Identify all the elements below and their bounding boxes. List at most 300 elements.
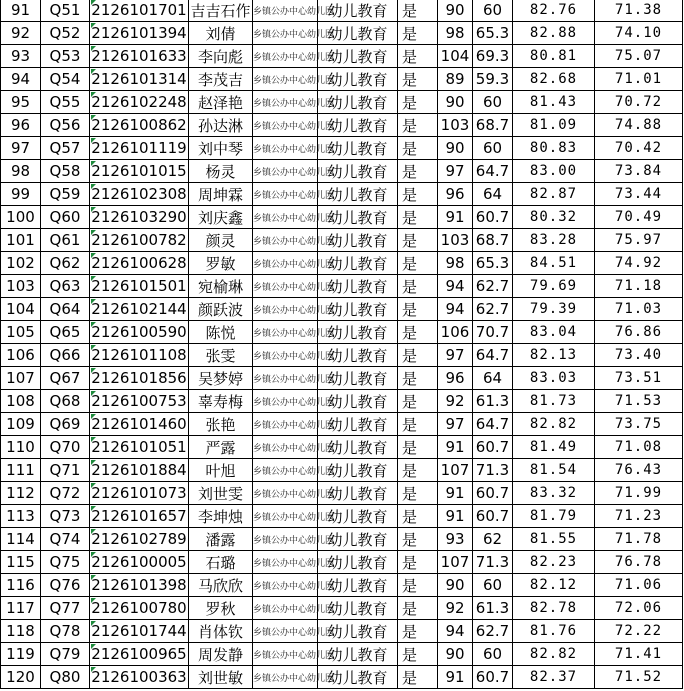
row-number-cell: 105 [1, 321, 41, 344]
written-score-converted-cell: 62.7 [473, 620, 513, 643]
written-score-converted-cell: 60 [473, 91, 513, 114]
total-score-cell: 74.88 [595, 114, 683, 137]
written-score-raw-cell: 98 [438, 252, 473, 275]
flag-cell: 是 [398, 91, 438, 114]
row-number-cell: 96 [1, 114, 41, 137]
candidate-id-cell: 2126101460 [90, 413, 189, 436]
position-code-cell: Q76 [41, 574, 90, 597]
interview-score-cell: 81.76 [513, 620, 595, 643]
unit-name-cell: 乡镇公办中心幼儿园 [253, 114, 318, 137]
flag-cell: 是 [398, 620, 438, 643]
table-row [1, 597, 683, 620]
written-score-converted-cell: 60 [473, 137, 513, 160]
written-score-raw-cell: 104 [438, 45, 473, 68]
written-score-converted-cell: 64.7 [473, 344, 513, 367]
row-number-cell: 93 [1, 45, 41, 68]
subject-cell: 幼儿教育 [318, 459, 398, 482]
written-score-raw-cell: 91 [438, 482, 473, 505]
row-number-cell: 115 [1, 551, 41, 574]
row-number-cell: 94 [1, 68, 41, 91]
candidate-name-cell: 颜灵 [189, 229, 253, 252]
position-code-cell: Q75 [41, 551, 90, 574]
flag-cell: 是 [398, 505, 438, 528]
written-score-raw-cell: 90 [438, 137, 473, 160]
unit-name-cell: 乡镇公办中心幼儿园 [253, 390, 318, 413]
candidate-id-cell: 2126101314 [90, 68, 189, 91]
candidate-name-cell: 李茂吉 [189, 68, 253, 91]
interview-score-cell: 81.73 [513, 390, 595, 413]
score-table-body [1, 0, 683, 689]
table-row [1, 229, 683, 252]
interview-score-cell: 79.39 [513, 298, 595, 321]
unit-name-cell: 乡镇公办中心幼儿园 [253, 459, 318, 482]
written-score-converted-cell: 68.7 [473, 114, 513, 137]
interview-score-cell: 82.82 [513, 413, 595, 436]
written-score-raw-cell: 92 [438, 390, 473, 413]
written-score-raw-cell: 91 [438, 206, 473, 229]
row-number-cell: 104 [1, 298, 41, 321]
candidate-name-cell: 肖体钦 [189, 620, 253, 643]
table-row [1, 137, 683, 160]
row-number-cell: 95 [1, 91, 41, 114]
position-code-cell: Q74 [41, 528, 90, 551]
candidate-id-cell: 2126100363 [90, 666, 189, 689]
written-score-raw-cell: 97 [438, 413, 473, 436]
unit-name-cell: 乡镇公办中心幼儿园 [253, 436, 318, 459]
written-score-raw-cell: 93 [438, 528, 473, 551]
written-score-raw-cell: 106 [438, 321, 473, 344]
total-score-cell: 75.07 [595, 45, 683, 68]
written-score-converted-cell: 70.7 [473, 321, 513, 344]
candidate-id-cell: 2126100780 [90, 597, 189, 620]
subject-cell: 幼儿教育 [318, 160, 398, 183]
flag-cell: 是 [398, 183, 438, 206]
written-score-converted-cell: 71.3 [473, 459, 513, 482]
position-code-cell: Q53 [41, 45, 90, 68]
written-score-converted-cell: 60.7 [473, 666, 513, 689]
flag-cell: 是 [398, 298, 438, 321]
interview-score-cell: 81.43 [513, 91, 595, 114]
candidate-name-cell: 周坤霖 [189, 183, 253, 206]
written-score-raw-cell: 89 [438, 68, 473, 91]
written-score-raw-cell: 90 [438, 643, 473, 666]
unit-name-cell: 乡镇公办中心幼儿园 [253, 160, 318, 183]
unit-name-cell: 乡镇公办中心幼儿园 [253, 137, 318, 160]
position-code-cell: Q72 [41, 482, 90, 505]
total-score-cell: 70.42 [595, 137, 683, 160]
unit-name-cell: 乡镇公办中心幼儿园 [253, 344, 318, 367]
candidate-name-cell: 陈悦 [189, 321, 253, 344]
table-row [1, 321, 683, 344]
row-number-cell: 99 [1, 183, 41, 206]
position-code-cell: Q61 [41, 229, 90, 252]
total-score-cell: 71.18 [595, 275, 683, 298]
candidate-name-cell: 刘庆鑫 [189, 206, 253, 229]
total-score-cell: 71.53 [595, 390, 683, 413]
position-code-cell: Q55 [41, 91, 90, 114]
written-score-converted-cell: 60 [473, 574, 513, 597]
row-number-cell: 112 [1, 482, 41, 505]
position-code-cell: Q80 [41, 666, 90, 689]
flag-cell: 是 [398, 551, 438, 574]
subject-cell: 幼儿教育 [318, 344, 398, 367]
candidate-id-cell: 2126100005 [90, 551, 189, 574]
table-row [1, 68, 683, 91]
interview-score-cell: 83.32 [513, 482, 595, 505]
total-score-cell: 71.06 [595, 574, 683, 597]
total-score-cell: 74.10 [595, 22, 683, 45]
total-score-cell: 71.03 [595, 298, 683, 321]
candidate-id-cell: 2126102789 [90, 528, 189, 551]
unit-name-cell: 乡镇公办中心幼儿园 [253, 91, 318, 114]
candidate-name-cell: 张艳 [189, 413, 253, 436]
flag-cell: 是 [398, 528, 438, 551]
table-row [1, 390, 683, 413]
written-score-converted-cell: 64.7 [473, 160, 513, 183]
position-code-cell: Q51 [41, 0, 90, 22]
flag-cell: 是 [398, 574, 438, 597]
written-score-converted-cell: 59.3 [473, 68, 513, 91]
subject-cell: 幼儿教育 [318, 505, 398, 528]
total-score-cell: 76.78 [595, 551, 683, 574]
unit-name-cell: 乡镇公办中心幼儿园 [253, 620, 318, 643]
total-score-cell: 71.99 [595, 482, 683, 505]
candidate-id-cell: 2126102144 [90, 298, 189, 321]
flag-cell: 是 [398, 0, 438, 22]
flag-cell: 是 [398, 459, 438, 482]
candidate-id-cell: 2126102248 [90, 91, 189, 114]
table-row [1, 666, 683, 689]
row-number-cell: 110 [1, 436, 41, 459]
row-number-cell: 108 [1, 390, 41, 413]
candidate-id-cell: 2126101073 [90, 482, 189, 505]
flag-cell: 是 [398, 390, 438, 413]
table-row [1, 436, 683, 459]
unit-name-cell: 乡镇公办中心幼儿园 [253, 528, 318, 551]
total-score-cell: 70.72 [595, 91, 683, 114]
subject-cell: 幼儿教育 [318, 551, 398, 574]
written-score-raw-cell: 94 [438, 275, 473, 298]
subject-cell: 幼儿教育 [318, 183, 398, 206]
subject-cell: 幼儿教育 [318, 620, 398, 643]
subject-cell: 幼儿教育 [318, 298, 398, 321]
subject-cell: 幼儿教育 [318, 574, 398, 597]
candidate-id-cell: 2126101119 [90, 137, 189, 160]
written-score-raw-cell: 91 [438, 505, 473, 528]
row-number-cell: 100 [1, 206, 41, 229]
total-score-cell: 70.49 [595, 206, 683, 229]
flag-cell: 是 [398, 482, 438, 505]
candidate-id-cell: 2126103290 [90, 206, 189, 229]
position-code-cell: Q71 [41, 459, 90, 482]
candidate-name-cell: 张雯 [189, 344, 253, 367]
flag-cell: 是 [398, 413, 438, 436]
row-number-cell: 111 [1, 459, 41, 482]
flag-cell: 是 [398, 160, 438, 183]
table-row [1, 459, 683, 482]
table-row [1, 91, 683, 114]
table-row [1, 344, 683, 367]
written-score-converted-cell: 64 [473, 183, 513, 206]
position-code-cell: Q69 [41, 413, 90, 436]
written-score-converted-cell: 68.7 [473, 229, 513, 252]
written-score-converted-cell: 62 [473, 528, 513, 551]
interview-score-cell: 83.00 [513, 160, 595, 183]
row-number-cell: 118 [1, 620, 41, 643]
row-number-cell: 106 [1, 344, 41, 367]
subject-cell: 幼儿教育 [318, 22, 398, 45]
interview-score-cell: 83.28 [513, 229, 595, 252]
flag-cell: 是 [398, 344, 438, 367]
written-score-raw-cell: 94 [438, 298, 473, 321]
unit-name-cell: 乡镇公办中心幼儿园 [253, 0, 318, 22]
position-code-cell: Q59 [41, 183, 90, 206]
candidate-id-cell: 2126100590 [90, 321, 189, 344]
interview-score-cell: 82.68 [513, 68, 595, 91]
written-score-converted-cell: 60 [473, 0, 513, 22]
flag-cell: 是 [398, 666, 438, 689]
row-number-cell: 98 [1, 160, 41, 183]
flag-cell: 是 [398, 45, 438, 68]
position-code-cell: Q56 [41, 114, 90, 137]
candidate-name-cell: 罗敏 [189, 252, 253, 275]
interview-score-cell: 82.88 [513, 22, 595, 45]
table-row [1, 206, 683, 229]
unit-name-cell: 乡镇公办中心幼儿园 [253, 275, 318, 298]
total-score-cell: 73.75 [595, 413, 683, 436]
table-row [1, 574, 683, 597]
subject-cell: 幼儿教育 [318, 321, 398, 344]
written-score-raw-cell: 92 [438, 597, 473, 620]
written-score-converted-cell: 60 [473, 643, 513, 666]
interview-score-cell: 82.87 [513, 183, 595, 206]
written-score-raw-cell: 103 [438, 114, 473, 137]
written-score-raw-cell: 96 [438, 183, 473, 206]
unit-name-cell: 乡镇公办中心幼儿园 [253, 666, 318, 689]
written-score-raw-cell: 96 [438, 367, 473, 390]
written-score-raw-cell: 90 [438, 574, 473, 597]
subject-cell: 幼儿教育 [318, 206, 398, 229]
unit-name-cell: 乡镇公办中心幼儿园 [253, 183, 318, 206]
candidate-id-cell: 2126100965 [90, 643, 189, 666]
subject-cell: 幼儿教育 [318, 0, 398, 22]
written-score-raw-cell: 90 [438, 91, 473, 114]
candidate-id-cell: 2126101394 [90, 22, 189, 45]
position-code-cell: Q63 [41, 275, 90, 298]
total-score-cell: 71.01 [595, 68, 683, 91]
candidate-id-cell: 2126100862 [90, 114, 189, 137]
candidate-name-cell: 严露 [189, 436, 253, 459]
flag-cell: 是 [398, 137, 438, 160]
unit-name-cell: 乡镇公办中心幼儿园 [253, 367, 318, 390]
row-number-cell: 91 [1, 0, 41, 22]
written-score-converted-cell: 62.7 [473, 298, 513, 321]
written-score-converted-cell: 61.3 [473, 390, 513, 413]
flag-cell: 是 [398, 436, 438, 459]
written-score-raw-cell: 94 [438, 620, 473, 643]
interview-score-cell: 81.49 [513, 436, 595, 459]
candidate-id-cell: 2126101398 [90, 574, 189, 597]
written-score-converted-cell: 60.7 [473, 206, 513, 229]
candidate-name-cell: 杨灵 [189, 160, 253, 183]
written-score-converted-cell: 64 [473, 367, 513, 390]
unit-name-cell: 乡镇公办中心幼儿园 [253, 68, 318, 91]
candidate-id-cell: 2126100753 [90, 390, 189, 413]
unit-name-cell: 乡镇公办中心幼儿园 [253, 597, 318, 620]
table-row [1, 505, 683, 528]
candidate-name-cell: 辜寿梅 [189, 390, 253, 413]
interview-score-cell: 82.12 [513, 574, 595, 597]
flag-cell: 是 [398, 643, 438, 666]
unit-name-cell: 乡镇公办中心幼儿园 [253, 505, 318, 528]
table-row [1, 413, 683, 436]
row-number-cell: 116 [1, 574, 41, 597]
total-score-cell: 71.41 [595, 643, 683, 666]
candidate-id-cell: 2126101744 [90, 620, 189, 643]
table-row [1, 367, 683, 390]
written-score-converted-cell: 69.3 [473, 45, 513, 68]
interview-score-cell: 79.69 [513, 275, 595, 298]
subject-cell: 幼儿教育 [318, 597, 398, 620]
candidate-id-cell: 2126101501 [90, 275, 189, 298]
candidate-name-cell: 刘世敏 [189, 666, 253, 689]
table-row [1, 551, 683, 574]
written-score-raw-cell: 91 [438, 436, 473, 459]
subject-cell: 幼儿教育 [318, 643, 398, 666]
candidate-name-cell: 李向彪 [189, 45, 253, 68]
interview-score-cell: 82.23 [513, 551, 595, 574]
unit-name-cell: 乡镇公办中心幼儿园 [253, 413, 318, 436]
interview-score-cell: 82.82 [513, 643, 595, 666]
table-row [1, 643, 683, 666]
interview-score-cell: 81.79 [513, 505, 595, 528]
position-code-cell: Q78 [41, 620, 90, 643]
total-score-cell: 72.06 [595, 597, 683, 620]
row-number-cell: 119 [1, 643, 41, 666]
row-number-cell: 109 [1, 413, 41, 436]
position-code-cell: Q58 [41, 160, 90, 183]
row-number-cell: 117 [1, 597, 41, 620]
unit-name-cell: 乡镇公办中心幼儿园 [253, 22, 318, 45]
written-score-raw-cell: 97 [438, 160, 473, 183]
table-row [1, 22, 683, 45]
position-code-cell: Q54 [41, 68, 90, 91]
written-score-converted-cell: 61.3 [473, 597, 513, 620]
candidate-id-cell: 2126101701 [90, 0, 189, 22]
subject-cell: 幼儿教育 [318, 91, 398, 114]
subject-cell: 幼儿教育 [318, 275, 398, 298]
candidate-name-cell: 刘世雯 [189, 482, 253, 505]
unit-name-cell: 乡镇公办中心幼儿园 [253, 482, 318, 505]
written-score-converted-cell: 60.7 [473, 482, 513, 505]
candidate-name-cell: 宛榆琳 [189, 275, 253, 298]
row-number-cell: 92 [1, 22, 41, 45]
total-score-cell: 72.22 [595, 620, 683, 643]
candidate-id-cell: 2126102308 [90, 183, 189, 206]
total-score-cell: 71.08 [595, 436, 683, 459]
flag-cell: 是 [398, 597, 438, 620]
candidate-id-cell: 2126100628 [90, 252, 189, 275]
subject-cell: 幼儿教育 [318, 229, 398, 252]
unit-name-cell: 乡镇公办中心幼儿园 [253, 229, 318, 252]
candidate-name-cell: 赵泽艳 [189, 91, 253, 114]
row-number-cell: 103 [1, 275, 41, 298]
interview-score-cell: 83.04 [513, 321, 595, 344]
total-score-cell: 73.84 [595, 160, 683, 183]
interview-score-cell: 80.32 [513, 206, 595, 229]
total-score-cell: 73.44 [595, 183, 683, 206]
candidate-name-cell: 潘露 [189, 528, 253, 551]
flag-cell: 是 [398, 68, 438, 91]
flag-cell: 是 [398, 275, 438, 298]
flag-cell: 是 [398, 206, 438, 229]
position-code-cell: Q57 [41, 137, 90, 160]
subject-cell: 幼儿教育 [318, 45, 398, 68]
candidate-name-cell: 罗秋 [189, 597, 253, 620]
table-row [1, 160, 683, 183]
row-number-cell: 114 [1, 528, 41, 551]
candidate-name-cell: 刘中琴 [189, 137, 253, 160]
subject-cell: 幼儿教育 [318, 482, 398, 505]
position-code-cell: Q67 [41, 367, 90, 390]
position-code-cell: Q62 [41, 252, 90, 275]
table-row [1, 0, 683, 22]
total-score-cell: 74.92 [595, 252, 683, 275]
written-score-converted-cell: 60.7 [473, 505, 513, 528]
total-score-cell: 71.78 [595, 528, 683, 551]
total-score-cell: 75.97 [595, 229, 683, 252]
table-row [1, 298, 683, 321]
position-code-cell: Q79 [41, 643, 90, 666]
written-score-raw-cell: 97 [438, 344, 473, 367]
candidate-name-cell: 吴梦婷 [189, 367, 253, 390]
subject-cell: 幼儿教育 [318, 252, 398, 275]
unit-name-cell: 乡镇公办中心幼儿园 [253, 45, 318, 68]
row-number-cell: 102 [1, 252, 41, 275]
row-number-cell: 120 [1, 666, 41, 689]
subject-cell: 幼儿教育 [318, 436, 398, 459]
written-score-raw-cell: 90 [438, 0, 473, 22]
interview-score-cell: 81.54 [513, 459, 595, 482]
position-code-cell: Q68 [41, 390, 90, 413]
candidate-name-cell: 周发静 [189, 643, 253, 666]
written-score-raw-cell: 98 [438, 22, 473, 45]
candidate-id-cell: 2126101884 [90, 459, 189, 482]
table-row [1, 528, 683, 551]
subject-cell: 幼儿教育 [318, 390, 398, 413]
unit-name-cell: 乡镇公办中心幼儿园 [253, 321, 318, 344]
row-number-cell: 107 [1, 367, 41, 390]
position-code-cell: Q77 [41, 597, 90, 620]
position-code-cell: Q66 [41, 344, 90, 367]
unit-name-cell: 乡镇公办中心幼儿园 [253, 298, 318, 321]
unit-name-cell: 乡镇公办中心幼儿园 [253, 643, 318, 666]
written-score-converted-cell: 60.7 [473, 436, 513, 459]
subject-cell: 幼儿教育 [318, 137, 398, 160]
table-row [1, 620, 683, 643]
row-number-cell: 101 [1, 229, 41, 252]
candidate-id-cell: 2126101633 [90, 45, 189, 68]
candidate-name-cell: 吉吉石作 [189, 0, 253, 22]
candidate-name-cell: 李坤烛 [189, 505, 253, 528]
position-code-cell: Q70 [41, 436, 90, 459]
candidate-id-cell: 2126100782 [90, 229, 189, 252]
position-code-cell: Q65 [41, 321, 90, 344]
subject-cell: 幼儿教育 [318, 367, 398, 390]
table-row [1, 482, 683, 505]
candidate-name-cell: 石璐 [189, 551, 253, 574]
subject-cell: 幼儿教育 [318, 68, 398, 91]
